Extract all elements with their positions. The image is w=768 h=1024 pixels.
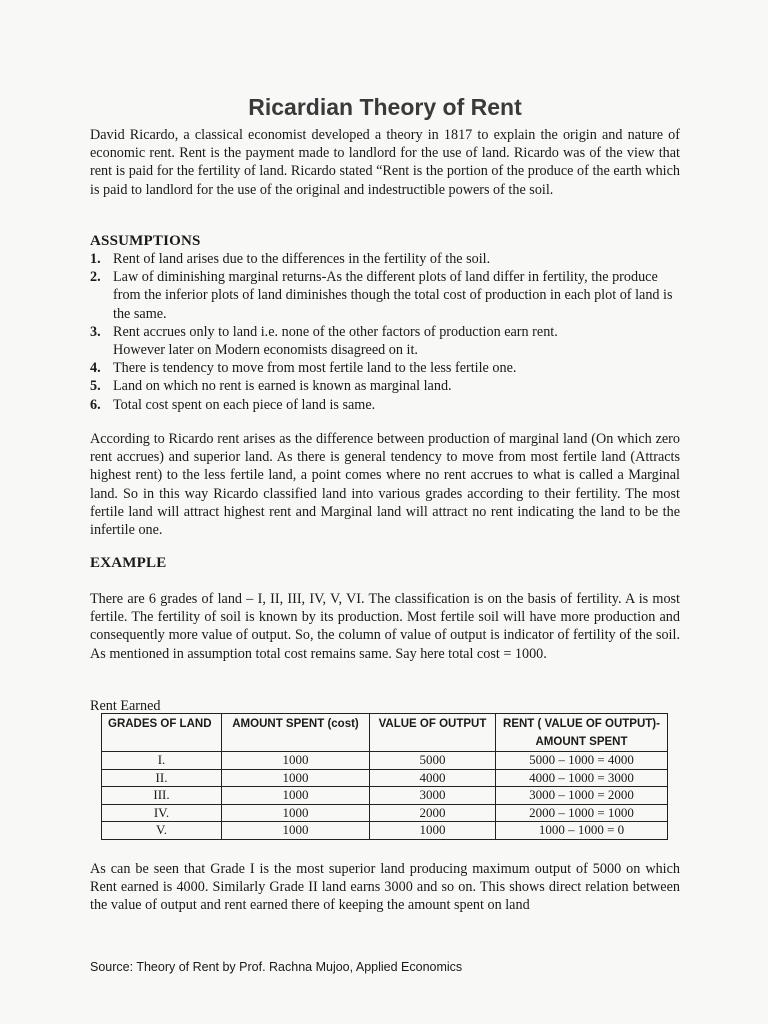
table-row <box>102 787 668 805</box>
list-item-text: There is tendency to move from most fertile land to the less fertile one. <box>113 360 517 377</box>
table-cell-amount: 1000 <box>222 769 370 787</box>
column-header-rent: RENT ( VALUE OF OUTPUT)- AMOUNT SPENT <box>496 714 668 752</box>
example-heading: EXAMPLE <box>90 555 167 571</box>
table-cell-amount: 1000 <box>222 787 370 805</box>
list-item <box>90 377 680 395</box>
table-header-row <box>102 714 668 752</box>
example-paragraph: There are 6 grades of land – I, II, III, IV, V, VI. The classification is on the basis of fertility. A is most fertile. The fertility of soil is known by its production. Most fertile soil will have more production and consequently more value of output. So, the column of value of output is indicator of fertility of the soil. As mentioned in assumption total cost remains same. Say here total cost = 1000. <box>90 591 680 662</box>
table-row <box>102 769 668 787</box>
table-cell-output: 2000 <box>370 804 496 822</box>
list-item <box>90 359 680 377</box>
source-footer: Source: Theory of Rent by Prof. Rachna Mujoo, Applied Economics <box>90 960 463 974</box>
list-item-text: Rent of land arises due to the differences in the fertility of the soil. <box>113 251 491 267</box>
table-row <box>102 804 668 822</box>
conclusion-paragraph: As can be seen that Grade I is the most superior land producing maximum output of 5000 on which Rent earned is 4000. Similarly Grade II land earns 3000 and so on. This shows direct relation between the value of output and rent earned there of keeping the amount spent on land <box>90 861 680 914</box>
table-cell-rent: 5000 – 1000 = 4000 <box>496 752 668 770</box>
table-cell-output: 4000 <box>370 769 496 787</box>
list-item <box>90 323 680 359</box>
page-title: Ricardian Theory of Rent <box>248 94 522 120</box>
column-header-value-of-output: VALUE OF OUTPUT <box>370 714 496 752</box>
table-row <box>102 822 668 840</box>
table-row <box>102 752 668 770</box>
list-number: 2. <box>90 269 101 286</box>
table-cell-output: 1000 <box>370 822 496 840</box>
list-item-text: Total cost spent on each piece of land is same. <box>113 396 376 413</box>
table-cell-grade: III. <box>102 787 222 805</box>
assumptions-list <box>90 250 680 414</box>
table-cell-output: 3000 <box>370 787 496 805</box>
table-cell-amount: 1000 <box>222 822 370 840</box>
column-header-amount-spent: AMOUNT SPENT (cost) <box>222 714 370 752</box>
list-number: 5. <box>90 378 101 395</box>
column-header-grades: GRADES OF LAND <box>102 714 222 752</box>
list-item-text: Land on which no rent is earned is known as marginal land. <box>113 378 452 395</box>
intro-paragraph: David Ricardo, a classical economist developed a theory in 1817 to explain the origin and nature of economic rent. Rent is the payment made to landlord for the use of land. Ricardo was of the view that rent is paid for the fertility of land. Ricardo stated “Rent is the portion of the produce of the earth which is paid to landlord for the use of the original and indestructible powers of the soil. <box>90 127 680 198</box>
table-cell-rent: 4000 – 1000 = 3000 <box>496 769 668 787</box>
table-cell-grade: V. <box>102 822 222 840</box>
table-cell-grade: I. <box>102 752 222 770</box>
list-item-text: Rent accrues only to land i.e. none of the other factors of production earn rent. <box>113 323 558 340</box>
table-caption: Rent Earned <box>90 698 161 714</box>
list-item-text: Law of diminishing marginal returns-As the different plots of land differ in fertility, the produce from the inferior plots of land diminishes though the total cost of production in each plot of land is the same. <box>113 269 673 322</box>
list-item <box>90 268 680 323</box>
table-cell-grade: II. <box>102 769 222 787</box>
table-cell-output: 5000 <box>370 752 496 770</box>
list-number: 4. <box>90 360 101 377</box>
table-cell-grade: IV. <box>102 804 222 822</box>
list-number: 6. <box>90 396 101 413</box>
list-number: 1. <box>90 251 101 267</box>
table-cell-amount: 1000 <box>222 804 370 822</box>
table-cell-rent: 1000 – 1000 = 0 <box>496 822 668 840</box>
table-cell-rent: 2000 – 1000 = 1000 <box>496 804 668 822</box>
ricardo-paragraph: According to Ricardo rent arises as the difference between production of marginal land (On which zero rent accrues) and superior land. As there is general tendency to move from most fertile land (Attracts highest rent) to the less fertile land, a point comes where no rent accrues to what is called a Marginal land. So in this way Ricardo classified land into various grades according to their fertility. The most fertile land will attract highest rent and Marginal land will attract no rent indicating the land to be the infertile one. <box>90 431 680 539</box>
list-item <box>90 250 680 268</box>
list-item <box>90 396 680 414</box>
list-number: 3. <box>90 323 101 340</box>
list-item-text-continued: However later on Modern economists disagreed on it. <box>113 342 418 359</box>
table-cell-amount: 1000 <box>222 752 370 770</box>
assumptions-heading: ASSUMPTIONS <box>90 233 201 249</box>
table-cell-rent: 3000 – 1000 = 2000 <box>496 787 668 805</box>
rent-table <box>101 713 668 840</box>
